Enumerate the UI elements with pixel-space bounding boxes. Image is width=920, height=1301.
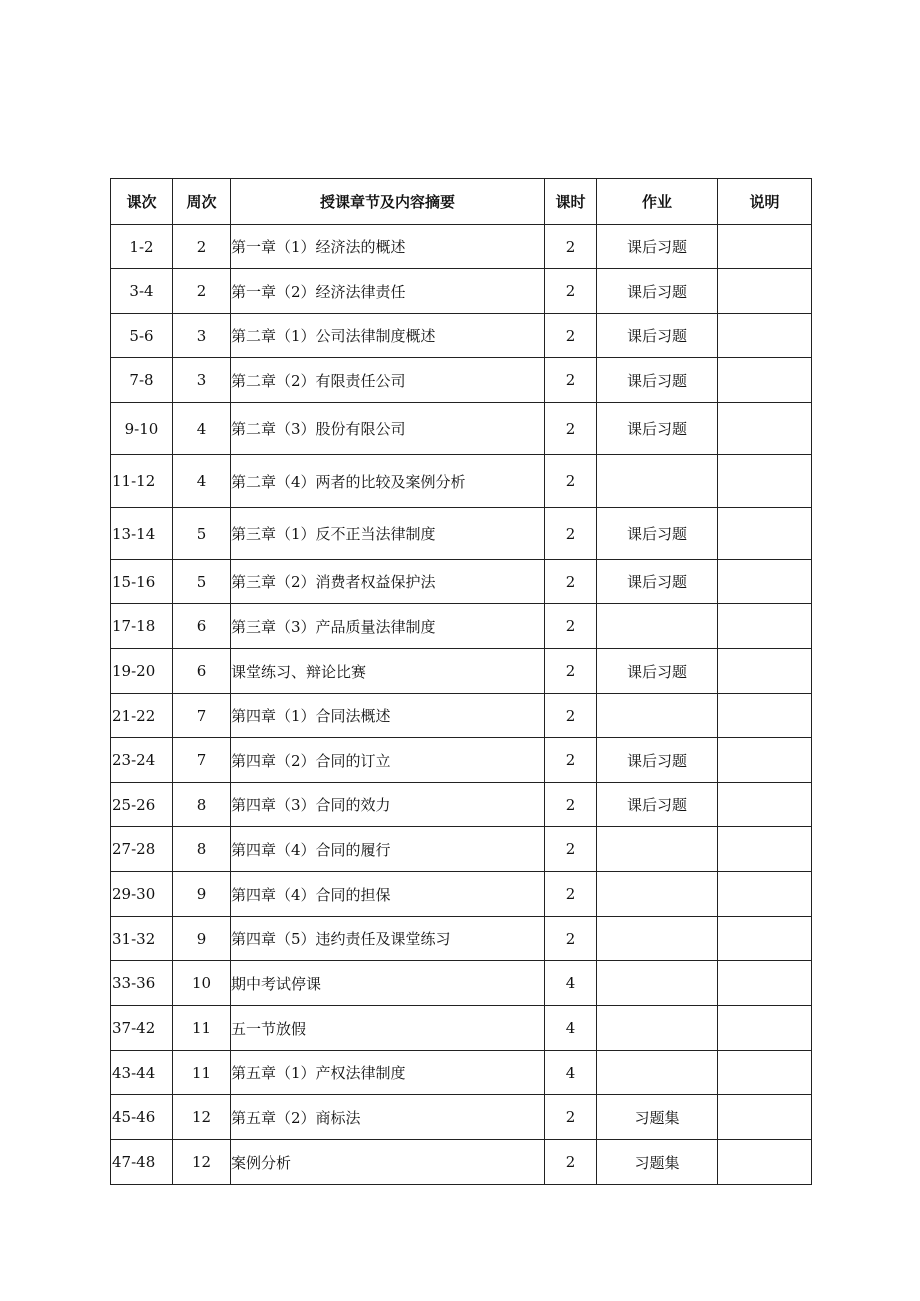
- cell-hours: 2: [545, 269, 597, 314]
- cell-content: 第四章（3）合同的效力: [231, 783, 545, 827]
- cell-hours: 2: [545, 508, 597, 560]
- header-row: [111, 179, 812, 225]
- table-row: [111, 508, 812, 560]
- cell-note: [718, 872, 812, 917]
- cell-note: [718, 694, 812, 738]
- table-row: [111, 961, 812, 1006]
- cell-lesson: 5-6: [111, 314, 173, 358]
- cell-week: 5: [173, 560, 231, 604]
- cell-lesson: 47-48: [111, 1140, 173, 1185]
- cell-lesson: 7-8: [111, 358, 173, 403]
- cell-hours: 4: [545, 1051, 597, 1095]
- cell-content: 第五章（1）产权法律制度: [231, 1051, 545, 1095]
- cell-lesson: 1-2: [111, 225, 173, 269]
- cell-homework: [597, 694, 718, 738]
- cell-homework: [597, 604, 718, 649]
- cell-lesson: 23-24: [111, 738, 173, 783]
- cell-hours: 2: [545, 649, 597, 694]
- cell-note: [718, 1051, 812, 1095]
- cell-homework: 课后习题: [597, 738, 718, 783]
- table-row: [111, 604, 812, 649]
- cell-lesson: 43-44: [111, 1051, 173, 1095]
- cell-week: 6: [173, 604, 231, 649]
- cell-note: [718, 314, 812, 358]
- cell-week: 11: [173, 1051, 231, 1095]
- header-content: 授课章节及内容摘要: [231, 179, 545, 225]
- cell-note: [718, 1140, 812, 1185]
- cell-hours: 2: [545, 1095, 597, 1140]
- cell-content: 第四章（1）合同法概述: [231, 694, 545, 738]
- cell-week: 6: [173, 649, 231, 694]
- cell-homework: 课后习题: [597, 403, 718, 455]
- cell-lesson: 11-12: [111, 455, 173, 508]
- cell-homework: 课后习题: [597, 358, 718, 403]
- cell-note: [718, 961, 812, 1006]
- cell-note: [718, 455, 812, 508]
- cell-homework: [597, 455, 718, 508]
- cell-week: 12: [173, 1095, 231, 1140]
- cell-hours: 2: [545, 872, 597, 917]
- table-row: [111, 269, 812, 314]
- cell-note: [718, 508, 812, 560]
- cell-content: 第一章（1）经济法的概述: [231, 225, 545, 269]
- cell-content: 第三章（1）反不正当法律制度: [231, 508, 545, 560]
- cell-week: 7: [173, 694, 231, 738]
- cell-lesson: 3-4: [111, 269, 173, 314]
- cell-content: 第四章（4）合同的担保: [231, 872, 545, 917]
- cell-homework: 课后习题: [597, 560, 718, 604]
- cell-note: [718, 738, 812, 783]
- cell-hours: 2: [545, 604, 597, 649]
- cell-week: 10: [173, 961, 231, 1006]
- cell-content: 第三章（2）消费者权益保护法: [231, 560, 545, 604]
- cell-lesson: 29-30: [111, 872, 173, 917]
- cell-lesson: 27-28: [111, 827, 173, 872]
- cell-hours: 2: [545, 225, 597, 269]
- cell-content: 第二章（2）有限责任公司: [231, 358, 545, 403]
- cell-week: 11: [173, 1006, 231, 1051]
- cell-lesson: 25-26: [111, 783, 173, 827]
- cell-hours: 2: [545, 783, 597, 827]
- cell-note: [718, 649, 812, 694]
- table-row: [111, 1095, 812, 1140]
- header-week: 周次: [173, 179, 231, 225]
- cell-lesson: 19-20: [111, 649, 173, 694]
- cell-lesson: 37-42: [111, 1006, 173, 1051]
- cell-note: [718, 225, 812, 269]
- table-row: [111, 827, 812, 872]
- cell-hours: 2: [545, 403, 597, 455]
- cell-homework: [597, 872, 718, 917]
- table-row: [111, 917, 812, 961]
- cell-note: [718, 403, 812, 455]
- cell-note: [718, 827, 812, 872]
- cell-note: [718, 560, 812, 604]
- cell-hours: 2: [545, 694, 597, 738]
- table-body: [111, 225, 812, 1185]
- cell-note: [718, 604, 812, 649]
- cell-lesson: 21-22: [111, 694, 173, 738]
- cell-lesson: 45-46: [111, 1095, 173, 1140]
- cell-homework: [597, 917, 718, 961]
- cell-hours: 2: [545, 917, 597, 961]
- cell-homework: [597, 1051, 718, 1095]
- cell-week: 9: [173, 917, 231, 961]
- schedule-table: [110, 178, 812, 1185]
- cell-content: 课堂练习、辩论比赛: [231, 649, 545, 694]
- cell-week: 3: [173, 314, 231, 358]
- cell-content: 第二章（4）两者的比较及案例分析: [231, 455, 545, 508]
- cell-week: 5: [173, 508, 231, 560]
- cell-note: [718, 1006, 812, 1051]
- table-row: [111, 403, 812, 455]
- header-homework: 作业: [597, 179, 718, 225]
- cell-hours: 2: [545, 827, 597, 872]
- cell-content: 第四章（4）合同的履行: [231, 827, 545, 872]
- cell-content: 第四章（5）违约责任及课堂练习: [231, 917, 545, 961]
- table-row: [111, 455, 812, 508]
- table-row: [111, 872, 812, 917]
- table-row: [111, 649, 812, 694]
- cell-content: 第二章（3）股份有限公司: [231, 403, 545, 455]
- header-note: 说明: [718, 179, 812, 225]
- table-row: [111, 314, 812, 358]
- cell-homework: [597, 961, 718, 1006]
- table-row: [111, 560, 812, 604]
- cell-hours: 2: [545, 1140, 597, 1185]
- header-hours: 课时: [545, 179, 597, 225]
- cell-note: [718, 783, 812, 827]
- cell-lesson: 17-18: [111, 604, 173, 649]
- cell-note: [718, 1095, 812, 1140]
- cell-note: [718, 358, 812, 403]
- cell-content: 第二章（1）公司法律制度概述: [231, 314, 545, 358]
- cell-hours: 2: [545, 738, 597, 783]
- cell-hours: 2: [545, 560, 597, 604]
- table-row: [111, 738, 812, 783]
- cell-note: [718, 917, 812, 961]
- cell-homework: 课后习题: [597, 225, 718, 269]
- cell-content: 第一章（2）经济法律责任: [231, 269, 545, 314]
- cell-week: 2: [173, 269, 231, 314]
- cell-content: 第四章（2）合同的订立: [231, 738, 545, 783]
- table-row: [111, 1006, 812, 1051]
- cell-lesson: 31-32: [111, 917, 173, 961]
- cell-week: 9: [173, 872, 231, 917]
- cell-lesson: 9-10: [111, 403, 173, 455]
- cell-hours: 4: [545, 961, 597, 1006]
- cell-homework: 课后习题: [597, 783, 718, 827]
- cell-lesson: 13-14: [111, 508, 173, 560]
- table-row: [111, 694, 812, 738]
- table-row: [111, 1051, 812, 1095]
- cell-homework: 课后习题: [597, 508, 718, 560]
- cell-week: 8: [173, 827, 231, 872]
- cell-content: 案例分析: [231, 1140, 545, 1185]
- cell-hours: 2: [545, 455, 597, 508]
- cell-week: 12: [173, 1140, 231, 1185]
- cell-note: [718, 269, 812, 314]
- cell-content: 五一节放假: [231, 1006, 545, 1051]
- cell-hours: 4: [545, 1006, 597, 1051]
- cell-hours: 2: [545, 314, 597, 358]
- cell-lesson: 15-16: [111, 560, 173, 604]
- cell-homework: 课后习题: [597, 269, 718, 314]
- cell-week: 2: [173, 225, 231, 269]
- cell-homework: 课后习题: [597, 649, 718, 694]
- table-row: [111, 225, 812, 269]
- header-lesson: 课次: [111, 179, 173, 225]
- cell-homework: [597, 1006, 718, 1051]
- cell-week: 7: [173, 738, 231, 783]
- cell-hours: 2: [545, 358, 597, 403]
- cell-week: 3: [173, 358, 231, 403]
- cell-week: 8: [173, 783, 231, 827]
- table-row: [111, 783, 812, 827]
- cell-content: 期中考试停课: [231, 961, 545, 1006]
- cell-homework: [597, 827, 718, 872]
- cell-content: 第三章（3）产品质量法律制度: [231, 604, 545, 649]
- cell-lesson: 33-36: [111, 961, 173, 1006]
- cell-content: 第五章（2）商标法: [231, 1095, 545, 1140]
- cell-homework: 课后习题: [597, 314, 718, 358]
- cell-homework: 习题集: [597, 1140, 718, 1185]
- table-row: [111, 358, 812, 403]
- cell-week: 4: [173, 403, 231, 455]
- table-row: [111, 1140, 812, 1185]
- cell-homework: 习题集: [597, 1095, 718, 1140]
- cell-week: 4: [173, 455, 231, 508]
